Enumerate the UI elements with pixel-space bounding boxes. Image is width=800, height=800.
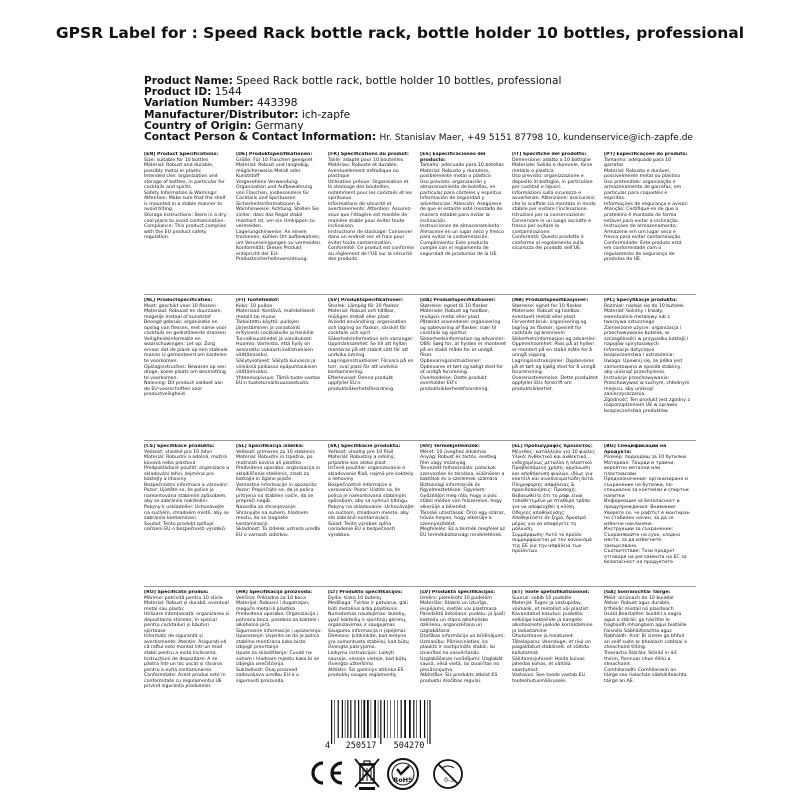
lang-text: Størrelse: egnet for 10 flasker Materiale: Robust og holdbar, eventuelt metall eller plast Forventet bruk: organisering og lagring av flasker, spesielt for cocktails og brennevin Sikkerhetsinformasjon og advarsler: Oppmerksomhet: Pass på at hyllen er montert på en stabil måte for å unngå vipping. Lagringsinstruksjoner: Oppbevares på et tørt og kjølig sted for å unngå forurensning. Overensstemmelse: Dette produktet oppfyller EUs forskrift om produktsikkerhet. (512, 303, 598, 392)
lang-text: Izmērs: piemērots 10 pudelēm Materiāls: Stabils un izturīgs, iespējams, metāls vai plastmasa Paredzētā lietošana: pudeļu, jo īpaši kokteiļu un stipro alkoholisko dzērienu, organizēšana un uzglabāšana Drošības informācija un brīdinājumi: Uzmanību: Pārliecinieties, ka plaukts ir nostiprināts stabili, lai izvairītos no sasvēršanās. Uzglabāšanas norādījumi: Uzglabāt sausā, vēsā vietā, lai izvairītos no piesārņojuma. Atbilstība: Šis produkts atbilst ES produktu drošības regulai. (420, 595, 505, 684)
lang-text: Rozmiar: nadaje się do 10 butelek Materiał: Solidny i trwały, ewentualnie metalowy lub z tworzywa sztucznego Zamierzone użycie: organizacja i przechowywanie butelek, w szczególności w przypadku koktajli i napojów spirytusowych Informacje dotyczące bezpieczeństwa i ostrzeżenia: Uwaga: Upewnij się, że półka jest zamontowana w sposób stabilny, aby uniknąć przechylenia. Instrukcje przechowywania: Przechowywać w suchym, chłodnym miejscu, aby uniknąć zanieczyszczenia. Zgodność: Ten produkt jest zgodny z rozporządzeniem UE w sprawie bezpieczeństwa produktów. (604, 303, 690, 414)
barcode-bar (404, 700, 406, 738)
lang-text: Velikost: vhodné pro 10 lahví Materiál: Robustní a odolná, možná kovová nebo plastová Předpokládané použití: organizace a skladování lahví, zejména pro koktejly a lihoviny Bezpečnostní informace a varování: Pozor: Ujistěte se, že police je namontována stabilním způsobem, aby se zabránilo naklánění. Pokyny k uskladnění: Uchovávejte na suchém, chladném místě, aby se zabránilo kontaminaci. Soulad: Tento produkt splňuje nařízení EU o bezpečnosti výrobků. (144, 449, 230, 533)
band-divider (144, 440, 696, 441)
lang-block-17 (604, 444, 690, 586)
barcode-bar (331, 700, 332, 744)
lang-block-16 (512, 444, 598, 586)
lang-heading: [FR] Spécifications du produit: (328, 152, 409, 157)
lang-heading: [SV] Produktspecifikationer: (328, 298, 404, 303)
barcode-bar (334, 700, 335, 744)
lang-block-15 (420, 444, 506, 586)
lang-text: Veľkosť: vhodný pre 10 fliaš Materiál: Robustný a odolný, prípadne kov alebo plast Určené použitie: organizovanie a skladovanie fliaš, najmä pre kokteily a liehoviny Bezpečnostné informácie a varovania: Pozor: Uistite sa, že polica je namontovaná stabilným spôsobom, aby sa vyhnuli tiltingu. Pokyny na skladovanie: Uchovávajte na suchom, chladnom mieste, aby ste zabránili kontaminácii. Súlad: Tento výrobok spĺňa nariadenie EÚ o bezpečnosti výrobkov. (328, 449, 414, 538)
barcode-bar (354, 700, 355, 738)
lang-heading: [DA] Produktspecifikationer: (420, 298, 496, 303)
lang-text: Suurus: sobib 10 pudelile Materjal: Tugev ja vastupidav, võimalik, et metallist või plastist Kavandatud kasutus: pudelite, eelkõige kokteilide ja kangete alkohoolsete jookide korraldamine ja ladustamine Ohutusteave ja hoiatused: Tähelepanu: Veenduge, et riiul on paigaldatud stabiilselt, et vältida kallutamist. Säilitamisjuhised: Hoida kuivas jahedas kohas, et vältida saastumist. Vastavus: See toode vastab ELi tooteohutusmäärusele. (512, 595, 593, 684)
lang-heading: [LV] Produkta specifikācijas: (420, 590, 495, 595)
barcode-bar (342, 700, 343, 738)
barcode-bar (378, 700, 379, 738)
band-divider (144, 294, 696, 295)
barcode-digits: 504270 (393, 741, 425, 750)
lang-heading: [EN] Product Specifications: (144, 152, 219, 157)
lang-heading: [ES] Especificaciones del producto: (420, 152, 486, 163)
barcode-bar (380, 700, 381, 744)
lang-block-19 (236, 590, 322, 732)
lang-heading: [ET] Toote spetsifikatsioonid: (512, 590, 590, 595)
lang-heading: [HU] Termékjellemzők: (420, 444, 480, 449)
product-info (144, 76, 693, 144)
country-label: Country of Origin: (144, 119, 252, 132)
lang-block-6 (144, 298, 230, 440)
lang-text: Méid: oiriúnach do 10 buidéal Ábhar: Robust agus durable, b'fhéidir miotail nó plaisteach Úsáid Beartaithe: buidéil a eagrú agus a stóráil, go háirithe le haghaidh mhanglaim agus biotáille Faisnéis Sábháilteachta agus Rabhaidh: Aird: Bí cinnte go bhfuil an seilf suite ar bhealach cobhsaí a sheachaint tilting. Treoracha Stórála: Stóráil in áit thirim, fionnuar chun éilliú a sheachaint. Comhlíonadh: Comhlíonann an táirge seo rialachán sábháilteachta táirge an AE. (604, 595, 687, 684)
barcode-bar (416, 700, 417, 738)
product-name-label: Product Name: (144, 75, 233, 87)
lang-text: Größe: Für 10 Flaschen geeignet Material: Robust und langlebig, möglicherweise Metall oder Kunststoff Vorgesehene Verwendung: Organisation und Aufbewahrung von Flaschen, insbesondere für Cocktails und Spirituosen Sicherheitsinformationen & Warnhinweise: Achtung: Stellen Sie sicher, dass das Regal stabil montiert ist, um ein Umkippen zu vermeiden. Lagerungshinweise: An einem trockenen, kühlen Ort aufbewahren, um Verunreinigungen zu vermeiden. Konformität: Dieses Produkt entspricht der EU-Produktsicherheitsverordnung. (236, 157, 322, 263)
barcode-bar (384, 700, 385, 738)
lang-heading: [PT] Especificações do produto: (604, 152, 688, 157)
lang-heading: [IT] Specifiche del prodotto: (512, 152, 587, 157)
barcode-bar (361, 700, 362, 738)
lang-block-3 (420, 152, 506, 294)
manufacturer-label: Manufacturer/Distributor: (144, 108, 299, 121)
manufacturer-value: ich-zapfe (301, 108, 351, 121)
lang-block-12 (144, 444, 230, 586)
barcode-bar (367, 700, 369, 738)
barcode-bar (374, 700, 376, 738)
lang-heading: [NL] Productspecificaties: (144, 298, 213, 303)
rohs-icon (386, 757, 420, 791)
lang-text: Dydis: tinka 10 butelių Medžiaga: Tvirtas ir patvarus, gali būti metalinis arba plastikinis Numatomas naudojimas: butelių, ypač kokteilių ir spiritinių gėrimų, organizavimas ir saugojimas Saugumo informacija ir įspėjimai: Dėmesio: Įsitikinkite, kad lentyna yra sumontuota stabiliai, kad būtų išvengta pakrypimo. Laikymo instrukcijos: Laikyti sausoje, vėsioje vietoje, kad būtų išvengta užteršimo. Atitiktis: Šis gaminys atitinka ES produktų saugos reglamentą. (328, 595, 409, 679)
barcode-bar (397, 700, 398, 738)
page-title: GPSR Label for : Speed Rack bottle rack, bottle holder 10 bottles, professional (55, 24, 745, 42)
lang-text: Taille: adapté pour 10 bouteilles Matériau: Robuste et durable, éventuellement métallique ou plastique Utilisation prévue: Organisation et le stockage des bouteilles, notamment pour les cocktails et les spiritueux. Informations de sécurité et avertissements: Attention: Assurez-vous que l'étagère est montée de manière stable pour éviter toute inclinaison. Instructions de stockage: Conserver dans un endroit sec et frais pour éviter toute contamination. Conformité: Ce produit est conforme au règlement de l'UE sur la sécurité des produits. (328, 157, 414, 263)
barcode-bar (371, 700, 372, 738)
lang-text: Μέγεθος: κατάλληλο για 10 φιάλες Υλικό: Ανθεκτικό και ανθεκτικό, ενδεχομένως μέταλλο ή πλαστικό Προβλεπόμενη χρήση: οργάνωση και αποθήκευση φιαλών, ιδίως για κοκτέιλ και οινοπνευματώδη ποτά. Πληροφορίες ασφάλειας & προειδοποιήσεις: Προσοχή: Βεβαιωθείτε ότι το ράφι είναι τοποθετημένο με σταθερό τρόπο για να αποφευχθεί η κλίση. Οδηγίες αποθήκευσης: Αποθηκεύστε σε ξηρό, δροσερό μέρος για να αποφύγετε τη μόλυνση. Συμμόρφωση: Αυτό το προϊόν συμμορφώνεται με τον κανονισμό της ΕΕ για την ασφάλεια των προϊόντων. (512, 449, 596, 555)
lang-block-7 (236, 298, 322, 440)
barcode-bar (338, 700, 339, 738)
ce-mark-icon (306, 760, 346, 786)
crossed-bin-icon (352, 757, 382, 791)
country-value: Germany (254, 119, 304, 132)
barcode-bar (413, 700, 414, 738)
lang-text: Mărime: potrivită pentru 10 sticle Material: Robust și durabil, eventual metal sau plastic Utilizare intenționată: organizarea și depozitarea sticlelor, în special pentru cocktailuri și băuturi spirtoase Informații de siguranță și avertismente: Atenție: Asigurați-vă că raftul este montat într-un mod stabil pentru a evita înclinarea. Instrucțiuni de depozitare: A se păstra într-un loc uscat și răcoros pentru a evita contaminarea. Conformitate: Acest produs este în conformitate cu regulamentul UE privind siguranța produselor. (144, 595, 230, 690)
lang-text: Koko: 10 pulloa Materiaali: Kestävä, mahdollisesti metalli tai muovi Tarkoitettu käyttö: pullojen järjestäminen ja varastointi erityisesti cocktaileille ja henkille Turvallisuustiedot ja varoitukset: Huomio: Varmista, että hylly on asennettu vakaasti kallistumisen välttämiseksi. Säilytysohjeet: Säilytä kuivassa ja viileässä paikassa epäpuhtauksien välttämiseksi. Yhteensopivuus: Tämä tuote vastaa EU:n tuoteturvallisuusasetusta. (236, 303, 320, 387)
lang-text: Veličina: Prikladna za 10 boca Materijal: Robusni i dugotrajan, moguće metal ili plastika Predviđena uporaba: Organizacija i pohrana boca, posebno za koktele i alkoholna pića Sigurnosne informacije i upozorenja: Upozorenje: Uvjerite se da je polica stabilno montirana kako biste izbjegli prevrtanje. Upute za skladištenje: Čuvati na suhom i hladnom mjestu kako bi se izbjegla onečišćenja. Sukladnost: Ovaj proizvod zadovoljava uredbu EU-a o sigurnosti proizvoda. (236, 595, 322, 684)
lang-block-11 (604, 298, 690, 440)
lang-block-22 (512, 590, 598, 732)
product-id-label: Product ID: (144, 86, 212, 99)
lang-heading: [BG] Спецификации на продукта: (604, 444, 667, 455)
barcode-bar (401, 700, 402, 738)
lang-text: Méret: 10 üveghez alkalmas Anyag: Robust és tartós, esetleg fém vagy műanyag Tervezett felhasználás: palackok szervezése és tárolása, különösen a koktélok és a szellemek számára Biztonsági információk és figyelmeztetések: Figyelem: Győződjön meg róla, hogy a polc stabil módon van felszerelve, hogy elkerülje a billenést. Tárolási utasítások: Őrizi egy száraz, hűvös helyen, hogy elkerülje a szennyeződést. Megfelelés: Ez a termék megfelel az EU termékbiztonsági rendeletének. (420, 449, 506, 538)
variation-label: Variation Number: (144, 97, 254, 110)
barcode-bar (427, 700, 428, 744)
lang-heading: [LT] Produkto specifikacijos: (328, 590, 403, 595)
lang-heading: [FI] Tuotetiedot: (236, 298, 280, 303)
barcode-digits: 4 (325, 741, 331, 750)
lang-text: Maat: geschikt voor 10 flessen Materiaal: Robuust en duurzaam, mogelijk metaal of kunststof Beoogd gebruik: organisatie en opslag van flessen, met name voor cocktails en gedistilleerde dranken Veiligheidsinformatie en waarschuwingen: Let op: Zorg ervoor dat de plank op een stabiele manier is gemonteerd om kantelen te voorkomen. Opslaginstructies: Bewaren op een droge, koele plaats om besmetting te voorkomen. Naleving: Dit product voldoet aan de EU-voorschriften voor productveiligheid. (144, 303, 228, 398)
barcode-bar (424, 700, 425, 738)
age-warning-icon (432, 758, 464, 790)
lang-text: Size: suitable for 10 bottles Material: Robust and durable, possibly metal or plastic Intended Use: organization and storage of bottles, in particular for cocktails and spirits. Safety Information & Warnings: Attention: Make sure that the shelf is mounted in a stable manner to avoid tilting. Storage Instructions: Store in a dry, cool place to avoid contamination. Compliance: This product complies with the EU product safety regulation. (144, 157, 228, 241)
barcode-bar (429, 700, 430, 744)
barcode-bar (345, 700, 346, 738)
barcode-bar (420, 700, 421, 738)
barcode-digits: 250517 (345, 741, 377, 750)
barcode-bar (409, 700, 411, 738)
barcode-bar (363, 700, 365, 738)
lang-heading: [SK] Špecifikácie produktu: (328, 444, 401, 449)
lang-text: Размер: подходящ за 10 бутилки Материал: Твърди и трайни, вероятно метални или пластмасови Предназначение: организиране и съхранение на бутилки, по-специално за коктейли и спиртни напитки Информация за безопасност и предупреждения: Внимание: Уверете се, че рафтът е монтиран по стабилен начин, за да се избегне накланяне. Инструкции за съхранение: Съхранявайте на сухо, хладно място, за да избегнете замърсяване. Съответствие: Този продукт отговаря на регламента на ЕС за безопасност на продуктите. (604, 455, 690, 566)
barcode-bar (390, 700, 391, 738)
contact-value: Hr. Stanislav Maer, +49 5151 87798 10, kundenservice@ich-zapfe.de (379, 133, 693, 144)
lang-text: Tamanho: adequado para 10 garrafas Material: Robusto e durável, possivelmente metal ou plástico Uso pretendido: organização e armazenamento de garrafas, em particular para coquetéis e espíritos. Informações de segurança e avisos: Atenção: Certifique-se de que a prateleira é montada de forma estável para evitar a inclinação. Instruções de armazenamento: Armazene em um lugar seco e fresco para evitar contaminação. Conformidade: Este produto está em conformidade com o regulamento de segurança de produtos da UE. (604, 157, 689, 263)
contact-label: Contact Person & Contact Information: (144, 131, 377, 144)
lang-block-1 (236, 152, 322, 294)
lang-heading: [EL] Προδιαγραφές προϊόντος: (512, 444, 593, 449)
barcode-bar (394, 700, 395, 738)
lang-heading: [SL] Specifikacija izdelka: (236, 444, 304, 449)
lang-text: Dimensione: adatto a 10 bottiglie Materiale: Solido e durevole, forse metallo o plastica Uso previsto: organizzazione e deposito di bottiglie, in particolare per cocktail e liquori. Informazioni sulla sicurezza e avvertenze: Attenzione: assicurarsi che lo scaffale sia montato in modo stabile per evitare l'inclinazione. Istruzioni per la conservazione: Conservare in un luogo asciutto e fresco per evitare la contaminazione. Conformità: Questo prodotto è conforme al regolamento sulla sicurezza dei prodotti dell'UE. (512, 157, 596, 252)
lang-block-9 (420, 298, 506, 440)
lang-heading: [NB] Produktspesifikasjoner: (512, 298, 589, 303)
band-divider (144, 586, 696, 587)
lang-block-14 (328, 444, 414, 586)
barcode-bar (350, 700, 351, 738)
lang-block-13 (236, 444, 322, 586)
product-id-value: 1544 (214, 86, 242, 99)
lang-block-2 (328, 152, 414, 294)
svg-text:RoHS: RoHS (393, 776, 413, 784)
lang-block-10 (512, 298, 598, 440)
contact-row (144, 132, 693, 144)
lang-block-23 (604, 590, 690, 732)
lang-heading: [DE] Produktspezifikationen: (236, 152, 313, 157)
product-name-value: Speed Rack bottle rack, bottle holder 10 bottles, professional (236, 75, 562, 87)
lang-text: Velikost: primeren za 10 steklenic Material: Robustni in trpežna, po možnosti kovina ali plastika Predvidena uporaba: organizacija in skladiščenje steklenic, zlasti za koktajle in žgane pijače Varnostne informacije in opozorila: Pozor: Prepričajte se, da je polica pritrjena na stabilen način, da se prepreči nagib. Navodila za shranjevanje: Shranjujte na suhem, hladnem mestu, da se izognete kontaminaciji. Skladnost: Ta izdelek ustreza uredbi EU o varnosti izdelkov. (236, 449, 321, 538)
ean-barcode (323, 700, 443, 750)
lang-text: Tamaño: adecuado para 10 botellas Material: Robusto y duradero, posiblemente metal o plástico Uso previsto: organización y almacenamiento de botellas, en particular para cócteles y espíritus. Información de seguridad y advertencias: Atención: Asegúrese de que el estante esté montado de manera estable para evitar la inclinación. Instrucciones de almacenamiento: Almacene en un lugar seco y fresco para evitar la contaminación. Cumplimiento: Este producto cumple con el reglamento de seguridad de productos de la UE. (420, 163, 504, 257)
variation-value: 443398 (257, 97, 298, 110)
age-label: 0-3 (444, 777, 454, 784)
lang-heading: [RO] Specificații produs: (144, 590, 209, 595)
lang-text: Størrelse: egnet til 10 flasker Materiale: Robust og holdbar, muligvis metal eller plast Påtænkt anvendelse: organisering og opbevaring af flasker, især til cocktails og spiritus Sikkerhedsinformation og advarsler: OBS: Sørg for, at hylden er monteret på en stabil måde for at undgå fliser. Opbevaringsinstruktioner: Opbevares et tørt og køligt sted for at undgå forurening. Overholdelse: Dette produkt overholder EU's produktsikkerhedsforordning. (420, 303, 506, 392)
lang-block-4 (512, 152, 598, 294)
barcode-bar (387, 700, 388, 738)
lang-text: Storlek: Lämplig för 10 flaskor Material: Robust och hållbar, möjligen metall eller plast Avsedd användning: organisation och lagring av flaskor, särskilt för cocktails och sprit Säkerhetsinformation och varningar: Uppmärksamhet: Se till att hyllan monteras på ett stabilt sätt för att undvika lutning. Lagringsinstruktioner: Förvara på en torr, sval plats för att undvika kontaminering. Efterlevnad: Denna produkt uppfyller EU:s produktsäkerhetsförordning. (328, 303, 414, 392)
lang-block-0 (144, 152, 230, 294)
lang-heading: [GA] Sonraíochtaí Táirge: (604, 590, 671, 595)
lang-block-8 (328, 298, 414, 440)
barcode-bar (347, 700, 348, 738)
lang-heading: [PL] Specyfikacje produktu: (604, 298, 678, 303)
lang-heading: [HR] Specifikacija proizvoda: (236, 590, 313, 595)
lang-heading: [CS] Specifikace produktu: (144, 444, 215, 449)
barcode-bar (358, 700, 359, 738)
lang-block-5 (604, 152, 690, 294)
lang-block-18 (144, 590, 230, 732)
